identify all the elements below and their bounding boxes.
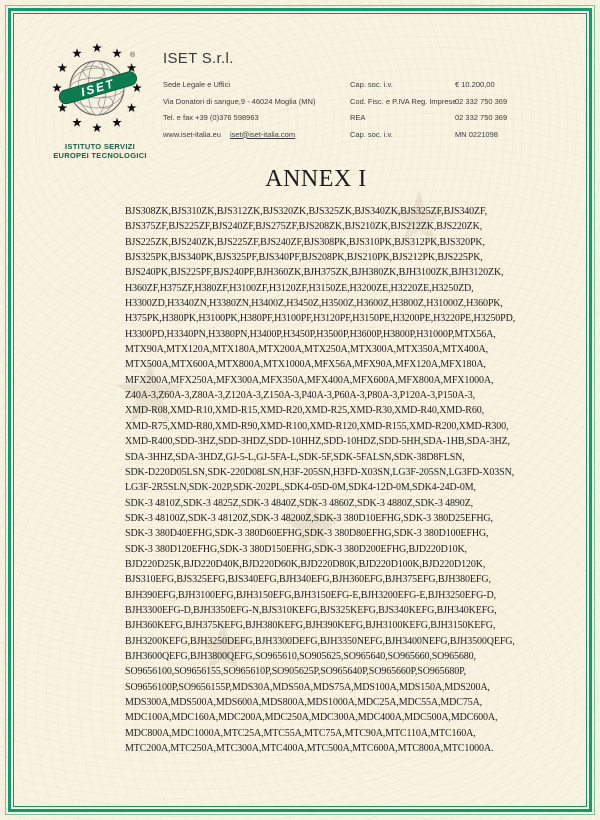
company-logo: [40, 36, 160, 160]
product-code-line: BJH390EFG,BJH3100EFG,BJH3150EFG,BJH3150EFG-E,BJH3200EFG-E,BJH3250EFG-D,: [125, 589, 496, 601]
registry-value: MN 0221098: [455, 129, 498, 139]
company-address-block: [163, 80, 373, 146]
product-code-line: SDA-3HHZ,SDA-3HDZ,GJ-5-L,GJ-5FA-L,SDK-5F,SDK-5FALSN,SDK-38D8FLSN,: [125, 451, 465, 463]
registry-row: [350, 113, 565, 130]
registry-value: 02 332 750 369: [455, 113, 508, 122]
product-code-line: H3300ZD,H3340ZN,H3380ZN,H3400Z,H3450Z,H3500Z,H3600Z,H3800Z,H31000Z,H360PK,: [125, 298, 503, 310]
contact-links-line: [163, 130, 373, 147]
product-code-line: BJS310EFG,BJS325EFG,BJS340EFG,BJH340EFG,BJH360EFG,BJH375EFG,BJH380EFG,: [125, 574, 491, 586]
product-code-line: BJS308ZK,BJS310ZK,BJS312ZK,BJS320ZK,BJS325ZK,BJS340ZK,BJS325ZF,BJS340ZF,: [125, 206, 488, 217]
registry-row: [350, 130, 565, 147]
product-code-line: SO9656100,SO9656155,SO965610P,SO905625P,SO965640P,SO965660P,SO965680P,: [125, 666, 466, 678]
product-code-line: BJD220D25K,BJD220D40K,BJD220D60K,BJD220D80K,BJD220D100K,BJD220D120K,: [125, 558, 486, 570]
product-code-line: SDK-3 4810Z,SDK-3 4825Z,SDK-3 4840Z,SDK-3 4860Z,SDK-3 4880Z,SDK-3 4890Z,: [125, 497, 474, 509]
product-code-line: MDC800A,MDC1000A,MTC25A,MTC55A,MTC75A,MTC90A,MTC110A,MTC160A,: [125, 727, 476, 739]
product-code-line: BJS375ZF,BJS225ZF,BJS240ZF,BJS275ZF,BJS208ZK,BJS210ZK,BJS212ZK,BJS220ZK,: [125, 221, 483, 233]
registered-mark: ®: [130, 52, 136, 59]
product-code-line: MDC100A,MDC160A,MDC200A,MDC250A,MDC300A,MDC400A,MDC500A,MDC600A,: [125, 712, 498, 724]
product-code-line: BJH360KEFG,BJH375KEFG,BJH380KEFG,BJH390KEFG,BJH3100KEFG,BJH3150KEFG,: [125, 620, 496, 632]
product-code-line: XMD-R400,SDD-3HZ,SDD-3HDZ,SDD-10HHZ,SDD-10HDZ,SDD-5HH,SDA-1HB,SDA-3HZ,: [125, 436, 510, 448]
logo-caption: [40, 142, 160, 160]
registry-label: Cap. soc. i.v.: [350, 129, 393, 139]
registry-label: REA: [350, 113, 366, 122]
logo-caption-line1: ISTITUTO SERVIZI: [65, 142, 135, 151]
product-code-line: SO9656100P,SO9656155P,MDS30A,MDS50A,MDS75A,MDS100A,MDS150A,MDS200A,: [125, 681, 490, 693]
logo-caption-line2: EUROPEI TECNOLOGICI: [53, 151, 147, 160]
product-code-line: SDK-3 48100Z,SDK-3 48120Z,SDK-3 48200Z,SDK-3 380D10EFHG,SDK-3 380D25EFHG,: [125, 512, 493, 524]
product-code-line: H3300PD,H3340PN,H3380PN,H3400P,H3450P,H3500P,H3600P,H3800P,H31000P,MTX56A,: [125, 328, 496, 340]
address-line: Sede Legale e Uffici: [163, 80, 230, 89]
product-code-line: MTX500A,MTX600A,MTX800A,MTX1000A,MFX56A,MFX90A,MFX120A,MFX180A,: [125, 359, 486, 371]
product-code-line: BJS240PK,BJS225PF,BJS240PF,BJH360ZK,BJH375ZK,BJH380ZK,BJH3100ZK,BJH3120ZK,: [125, 267, 504, 279]
email-link[interactable]: iset@iset-italia.com: [229, 129, 296, 139]
product-code-line: Z40A-3,Z60A-3,Z80A-3,Z120A-3,Z150A-3,P40A-3,P60A-3,P80A-3,P120A-3,P150A-3,: [125, 390, 475, 402]
company-registry-block: [350, 80, 565, 146]
iset-banner-text: ISET: [79, 76, 117, 100]
product-code-line: MFX200A,MFX250A,MFX300A,MFX350A,MFX400A,MFX600A,MFX800A,MFX1000A,: [125, 374, 494, 386]
registry-row: [350, 97, 565, 114]
product-code-line: BJS325PK,BJS340PK,BJS325PF,BJS340PF,BJS208PK,BJS210PK,BJS212PK,BJS225PK,: [125, 252, 483, 264]
product-code-line: MTC200A,MTC250A,MTC300A,MTC400A,MTC500A,MTC600A,MTC800A,MTC1000A.: [125, 743, 494, 755]
website-link[interactable]: www.iset-italia.eu: [163, 129, 221, 139]
product-code-line: BJS225ZK,BJS240ZK,BJS225ZF,BJS240ZF,BJS308PK,BJS310PK,BJS312PK,BJS320PK,: [125, 236, 485, 248]
registry-label: Cap. soc. i.v.: [350, 80, 393, 89]
address-line: Tel. e fax +39 (0)376 598963: [163, 113, 259, 122]
company-name: ISET S.r.l.: [163, 50, 234, 67]
product-code-line: BJH3300EFG-D,BJH3350EFG-N,BJS310KEFG,BJS325KEFG,BJS340KEFG,BJH340KEFG,: [125, 604, 497, 616]
product-code-line: XMD-R08,XMD-R10,XMD-R15,XMD-R20,XMD-R25,XMD-R30,XMD-R40,XMD-R60,: [125, 405, 484, 417]
product-code-line: BJH3600QEFG,BJH3800QEFG,SO965610,SO905625,SO965640,SO965660,SO965680,: [125, 650, 476, 662]
product-code-line: H360ZF,H375ZF,H380ZF,H3100ZF,H3120ZF,H3150ZE,H3200ZE,H3220ZE,H3250ZD,: [125, 282, 474, 294]
registry-row: [350, 80, 565, 97]
address-line: Via Donatori di sangue,9 - 46024 Moglia (MN): [163, 96, 316, 106]
product-code-line: SDK-3 380D40EFHG,SDK-3 380D60EFHG,SDK-3 380D80EFHG,SDK-3 380D100EFHG,: [125, 528, 489, 540]
product-code-line: SDK-3 380D120EFHG,SDK-3 380D150EFHG,SDK-3 380D200EFHG,BJD220D10K,: [125, 543, 467, 555]
registry-value: 02 332 750 369: [455, 96, 508, 106]
product-code-line: XMD-R75,XMD-R80,XMD-R90,XMD-R100,XMD-R120,XMD-R155,XMD-R200,XMD-R300,: [125, 420, 509, 432]
globe-logo-icon: [40, 36, 160, 136]
product-code-line: BJH3200KEFG,BJH3250DEFG,BJH3300DEFG,BJH3350NEFG,BJH3400NEFG,BJH3500QEFG,: [125, 635, 515, 647]
page-title: ANNEX I: [265, 166, 367, 192]
product-code-line: MTX90A,MTX120A,MTX180A,MTX200A,MTX250A,MTX300A,MTX350A,MTX400A,: [125, 344, 488, 356]
registry-label: Cod. Fisc. e P.IVA Reg. Imprese: [350, 96, 457, 106]
product-code-line: MDS300A,MDS500A,MDS600A,MDS800A,MDS1000A,MDC25A,MDC55A,MDC75A,: [125, 697, 483, 708]
product-code-list: [125, 204, 515, 756]
product-code-line: SDK-D220D05LSN,SDK-220D08LSN,H3F-205SN,H3FD-X03SN,LG3F-205SN,LG3FD-X03SN,: [125, 466, 515, 478]
product-code-line: LG3F-2R5SLN,SDK-202P,SDK-202PL,SDK4-05D-0M,SDK4-12D-0M,SDK4-24D-0M,: [125, 482, 476, 494]
registry-value: € 10.200,00: [455, 80, 495, 89]
product-code-line: H375PK,H380PK,H3100PK,H380PF,H3100PF,H3120PF,H3150PE,H3200PE,H3220PE,H3250PD,: [125, 313, 516, 325]
